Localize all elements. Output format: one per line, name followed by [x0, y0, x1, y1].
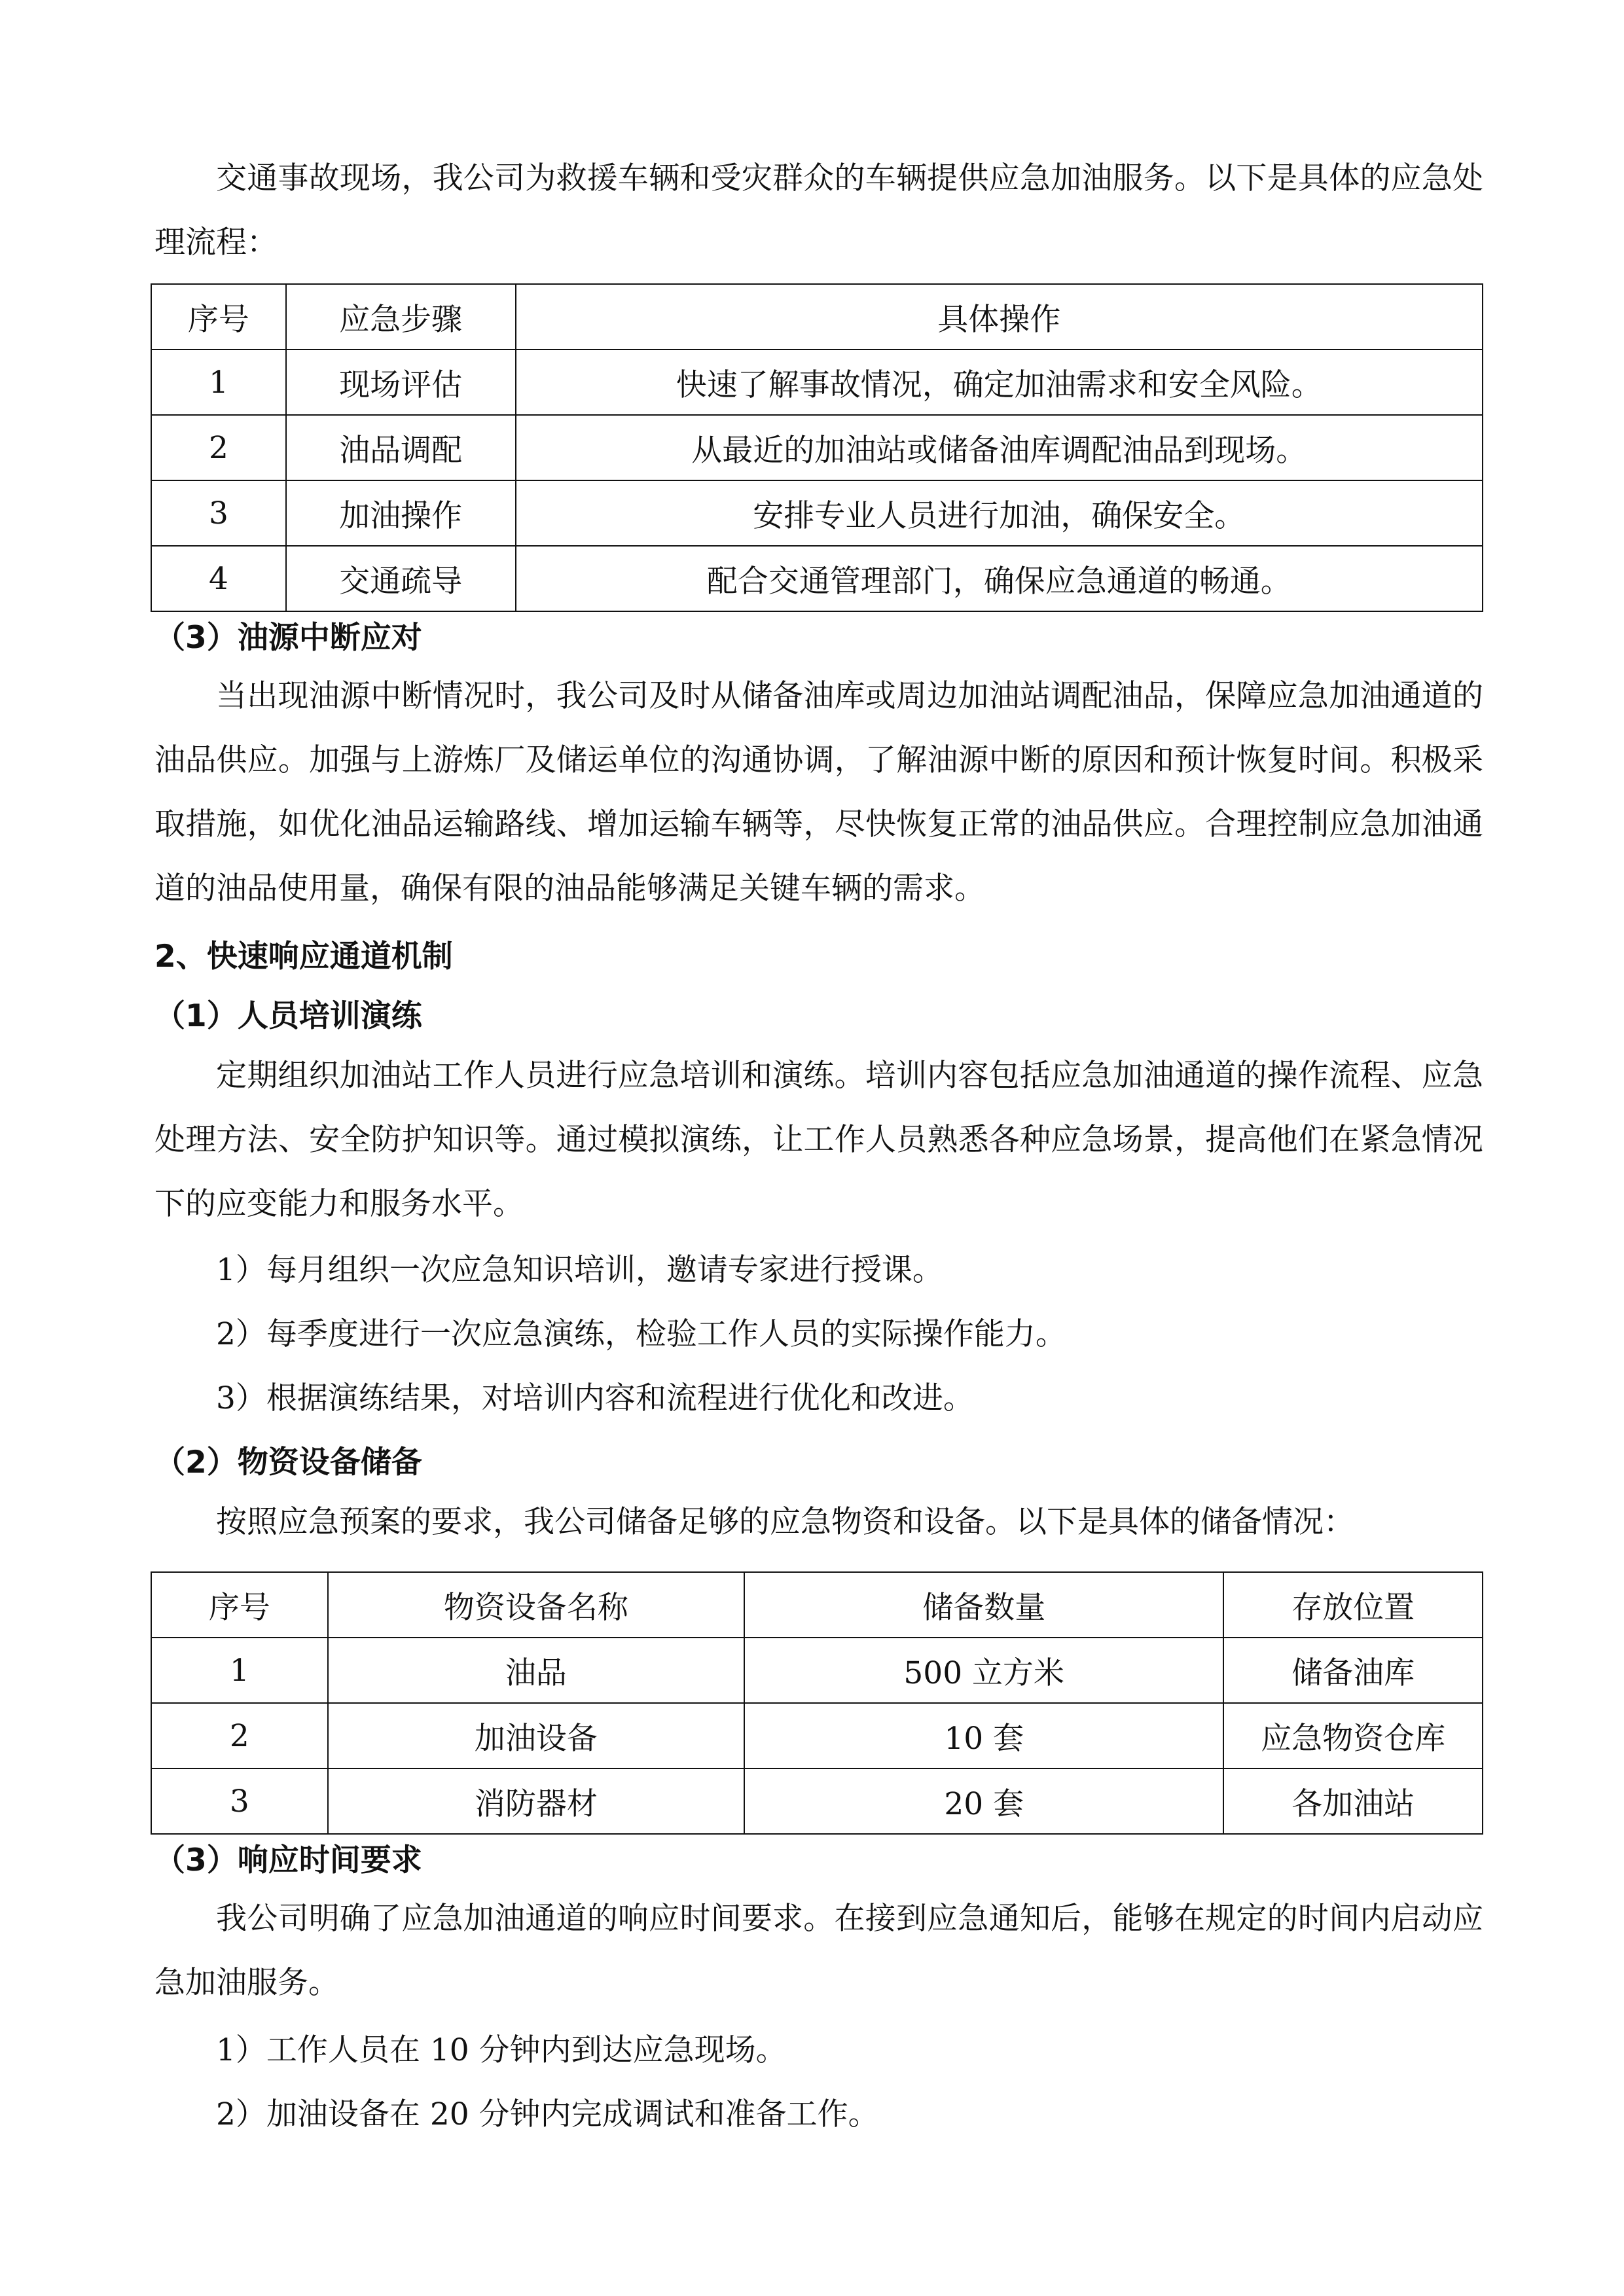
- table-row: [151, 350, 1483, 415]
- equipment-paragraph: 按照应急预案的要求，我公司储备足够的应急物资和设备。以下是具体的储备情况：: [216, 1504, 1354, 1540]
- emergency-process-table: [151, 283, 1483, 612]
- oil-interruption-paragraph: 当出现油源中断情况时，我公司及时从储备油库或周边加油站调配油品，保障应急加油通道的油品供应。加强与上游炼厂及储运单位的沟通协调，了解油源中断的原因和预计恢复时间。积极采取措施，如优化油品运输路线、增加运输车辆等，尽快恢复正常的油品供应。合理控制应急加油通道的油品使用量，确保有限的油品能够满足关键车辆的需求。: [154, 678, 1483, 906]
- table2-header-cell: 序号: [151, 1572, 328, 1638]
- section-heading-rapid-response: 2、快速响应通道机制: [154, 939, 453, 975]
- table-cell: 消防器材: [328, 1768, 744, 1834]
- subheading-training: （1）人员培训演练: [154, 998, 422, 1034]
- table2-header-cell: 存放位置: [1223, 1572, 1483, 1638]
- table-cell: 油品调配: [286, 415, 516, 480]
- intro-paragraph: 交通事故现场，我公司为救援车辆和受灾群众的车辆提供应急加油服务。以下是具体的应急处理流程：: [154, 160, 1483, 260]
- table-cell: 油品: [328, 1638, 744, 1703]
- table-cell: 现场评估: [286, 350, 516, 415]
- response-time-list-item: 2）加油设备在 20 分钟内完成调试和准备工作。: [216, 2096, 879, 2132]
- table-row: [151, 1768, 1483, 1834]
- table-cell: 3: [151, 480, 286, 546]
- subheading-response-time: （3）响应时间要求: [154, 1842, 422, 1878]
- table-cell: 配合交通管理部门，确保应急通道的畅通。: [516, 546, 1483, 611]
- table-cell: 10 套: [744, 1703, 1223, 1768]
- table2-header-cell: 储备数量: [744, 1572, 1223, 1638]
- response-time-paragraph: 我公司明确了应急加油通道的响应时间要求。在接到应急通知后，能够在规定的时间内启动应急加油服务。: [154, 1901, 1483, 2001]
- table-cell: 储备油库: [1223, 1638, 1483, 1703]
- table-row: [151, 1638, 1483, 1703]
- table-row: [151, 1703, 1483, 1768]
- table-cell: 3: [151, 1768, 328, 1834]
- table-cell: 安排专业人员进行加油，确保安全。: [516, 480, 1483, 546]
- training-paragraph: 定期组织加油站工作人员进行应急培训和演练。培训内容包括应急加油通道的操作流程、应急处理方法、安全防护知识等。通过模拟演练，让工作人员熟悉各种应急场景，提高他们在紧急情况下的应变能力和服务水平。: [154, 1058, 1483, 1222]
- table2-header-cell: 物资设备名称: [328, 1572, 744, 1638]
- table-cell: 500 立方米: [744, 1638, 1223, 1703]
- subheading-equipment: （2）物资设备储备: [154, 1444, 422, 1480]
- training-list-item: 3）根据演练结果，对培训内容和流程进行优化和改进。: [216, 1380, 974, 1416]
- table-cell: 交通疏导: [286, 546, 516, 611]
- table1-header-cell: 应急步骤: [286, 284, 516, 350]
- table-cell: 2: [151, 415, 286, 480]
- table-cell: 从最近的加油站或储备油库调配油品到现场。: [516, 415, 1483, 480]
- table-row: [151, 480, 1483, 546]
- table-cell: 20 套: [744, 1768, 1223, 1834]
- table-cell: 加油设备: [328, 1703, 744, 1768]
- table-cell: 4: [151, 546, 286, 611]
- table-cell: 应急物资仓库: [1223, 1703, 1483, 1768]
- table1-header-cell: 序号: [151, 284, 286, 350]
- table1-header-cell: 具体操作: [516, 284, 1483, 350]
- table-cell: 1: [151, 350, 286, 415]
- table-cell: 各加油站: [1223, 1768, 1483, 1834]
- training-list-item: 2）每季度进行一次应急演练，检验工作人员的实际操作能力。: [216, 1316, 1066, 1352]
- table-cell: 1: [151, 1638, 328, 1703]
- section-heading-oil-interruption: （3）油源中断应对: [154, 620, 422, 656]
- table-cell: 加油操作: [286, 480, 516, 546]
- training-list-item: 1）每月组织一次应急知识培训，邀请专家进行授课。: [216, 1252, 943, 1288]
- response-time-list-item: 1）工作人员在 10 分钟内到达应急现场。: [216, 2032, 787, 2068]
- equipment-reserve-table: [151, 1571, 1483, 1835]
- table-row: [151, 415, 1483, 480]
- table-cell: 2: [151, 1703, 328, 1768]
- table-cell: 快速了解事故情况，确定加油需求和安全风险。: [516, 350, 1483, 415]
- table-row: [151, 546, 1483, 611]
